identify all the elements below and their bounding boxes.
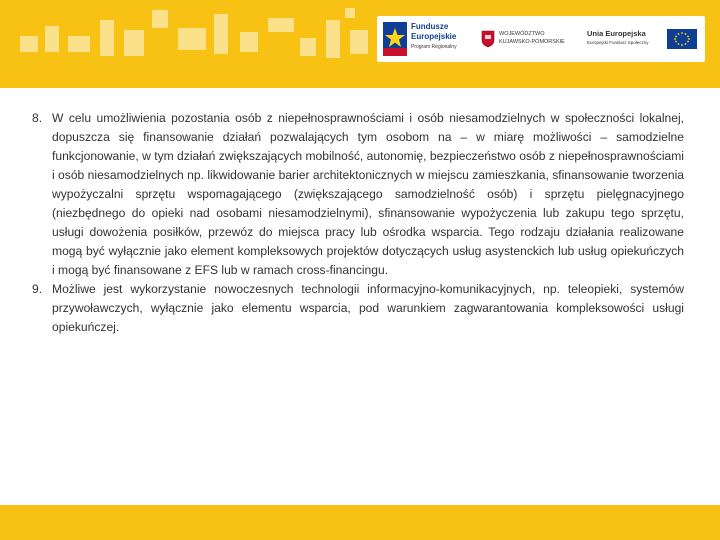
decor-block	[345, 8, 355, 18]
fe-line1: Fundusze	[411, 22, 449, 31]
region-line1: WOJEWÓDZTWO	[499, 31, 545, 37]
decor-block	[68, 36, 90, 52]
decor-block	[350, 30, 368, 54]
decor-block	[20, 36, 38, 52]
fe-line3: Program Regionalny	[411, 44, 457, 50]
logo-unia-europejska	[583, 16, 703, 62]
document-body	[32, 109, 684, 337]
decor-block	[152, 10, 168, 28]
item-text: W celu umożliwienia pozostania osób z niepełnosprawnościami i osób niesamodzielnych w społeczności lokalnej, dopuszcza się finansowanie działań pozwalających tym osobom na – w miarę możliwości – samodzielne funkcjonowanie, w tym działań zwiększających mobilność, autonomię, bezpieczeństwo osób z niepełnosprawnościami i osób niesamodzielnych np. likwidowanie barier architektonicznych w miejscu zamieszkania, sfinansowanie tworzenia wypożyczalni sprzętu wspomagającego (zwiększającego samodzielność osób) i sprzętu pielęgnacyjnego (niezbędnego do opieki nad osobami niesamodzielnymi), sfinansowanie wypożyczenia lub zakupu tego sprzętu, usługi dowożenia posiłków, przewóz do miejsca pracy lub ośrodka wsparcia. Tego rodzaju działania realizowane mogą być wyłącznie jako element kompleksowych projektów dotyczących usług asystenckich lub usług opiekuńczych i mogą być finansowane z EFS lub w ramach cross-financingu.	[52, 111, 684, 277]
region-crest-icon	[481, 30, 495, 48]
eu-funds-star-icon	[383, 22, 407, 56]
list-item	[32, 280, 684, 337]
logo-region	[479, 16, 574, 62]
item-text: Możliwe jest wykorzystanie nowoczesnych technologii informacyjno-komunikacyjnych, np. teleopieki, systemów przywoławczych, wyłącznie jako elementu wsparcia, pod warunkiem zagwarantowania kompleksowości usługi opiekuńczej.	[52, 282, 684, 334]
decor-block	[45, 26, 59, 52]
region-line2: KUJAWSKO-POMORSKIE	[499, 39, 565, 45]
decor-block	[178, 28, 206, 50]
decor-block	[240, 32, 258, 52]
logo-fundusze-europejskie	[381, 16, 471, 62]
decor-block	[268, 18, 294, 32]
item-number: 8.	[32, 111, 43, 125]
eu-flag-icon	[667, 29, 697, 49]
decor-block	[214, 14, 228, 54]
eu-line2: Europejski Fundusz Społeczny	[587, 40, 649, 45]
decor-block	[124, 30, 144, 56]
fe-line2: Europejskie	[411, 32, 457, 41]
footer-band	[0, 505, 720, 540]
decor-block	[300, 38, 316, 56]
list-item	[32, 109, 684, 280]
header-band	[0, 0, 720, 88]
decor-block	[100, 20, 114, 56]
item-number: 9.	[32, 282, 43, 296]
decor-block	[326, 20, 340, 58]
eu-line1: Unia Europejska	[587, 29, 646, 38]
logo-strip	[377, 16, 705, 62]
